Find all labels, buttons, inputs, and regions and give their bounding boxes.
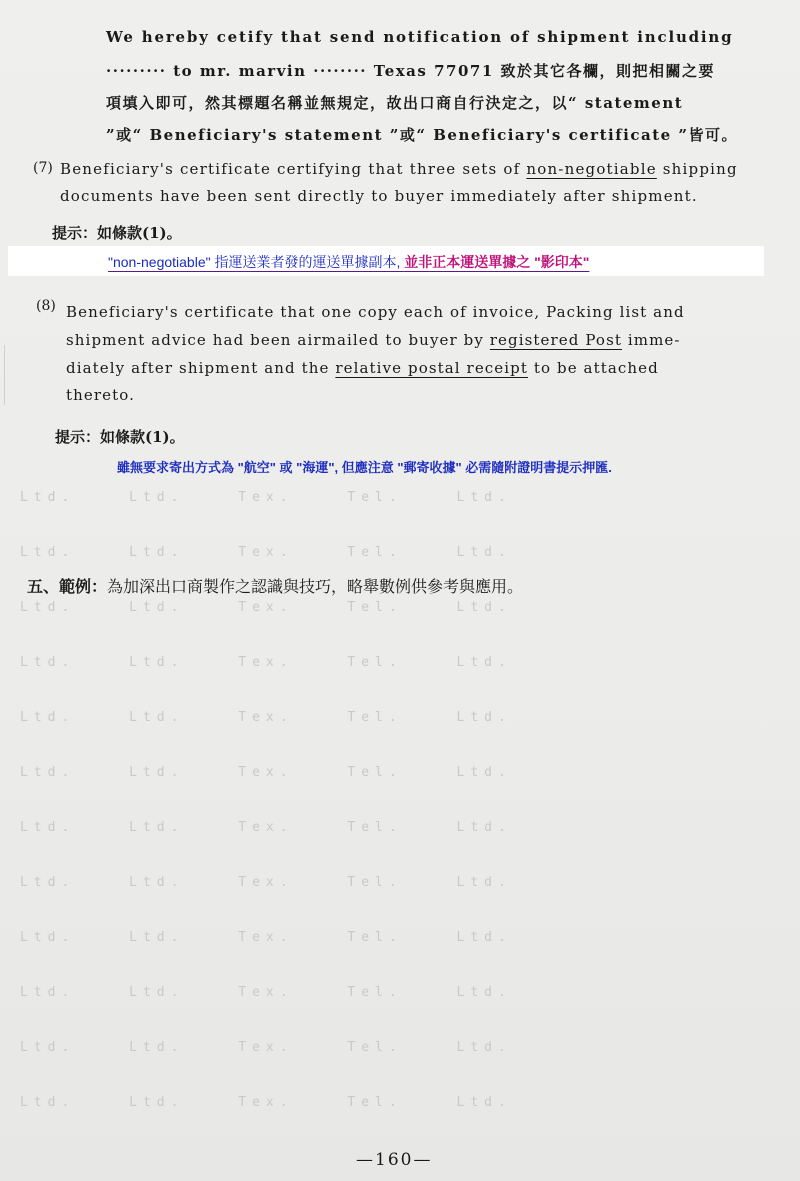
ghost-row: Ltd. Ltd. Tex. Tel. Ltd. bbox=[20, 655, 512, 670]
item-7-line-1-a: Beneficiary's certificate certifying that three sets of bbox=[60, 160, 527, 178]
item-7-line-2: documents have been sent directly to buyer immediately after shipment. bbox=[60, 187, 698, 205]
item-7-line-1 bbox=[60, 160, 738, 178]
scan-edge-mark bbox=[4, 345, 5, 405]
item-7-line-1-b: shipping bbox=[656, 160, 738, 178]
item-7-note bbox=[108, 252, 589, 272]
item-8-line-2 bbox=[66, 331, 681, 349]
intro-line-4: ”或“ Beneficiary's statement ”或“ Beneficiary's certificate ”皆可。 bbox=[106, 126, 739, 144]
postal-receipt-term: relative postal receipt bbox=[335, 359, 529, 377]
item-8-line-2-b: imme- bbox=[622, 331, 681, 349]
item-8-line-1: Beneficiary's certificate that one copy each of invoice, Packing list and bbox=[66, 303, 685, 321]
intro-line-1: We hereby cetify that send notification of shipment including bbox=[106, 28, 734, 46]
item-8-number: (8) bbox=[36, 298, 56, 314]
ghost-row: Ltd. Ltd. Tex. Tel. Ltd. bbox=[20, 875, 512, 890]
item-7-hint: 提示：如條款(1)。 bbox=[52, 224, 182, 242]
item-8-line-2-a: shipment advice had been airmailed to buyer by bbox=[66, 331, 490, 349]
ghost-row: Ltd. Ltd. Tex. Tel. Ltd. bbox=[20, 820, 512, 835]
ghost-row: Ltd. Ltd. Tex. Tel. Ltd. bbox=[20, 1040, 512, 1055]
section-5-heading bbox=[27, 574, 523, 597]
non-negotiable-term: non-negotiable bbox=[526, 160, 657, 178]
item-8-line-3-a: diately after shipment and the bbox=[66, 359, 336, 377]
ghost-row: Ltd. Ltd. Tex. Tel. Ltd. bbox=[20, 765, 512, 780]
registered-post-term: registered Post bbox=[489, 331, 622, 349]
ghost-row: Ltd. Ltd. Tex. Tel. Ltd. bbox=[20, 545, 512, 560]
item-7-number: (7) bbox=[33, 160, 53, 176]
section-5-text: 為加深出口商製作之認識與技巧，略舉數例供參考與應用。 bbox=[107, 577, 524, 596]
item-8-note: 雖無要求寄出方式為 "航空" 或 "海運", 但應注意 "郵寄收據" 必需隨附證明書提示押匯. bbox=[117, 460, 612, 475]
ghost-row: Ltd. Ltd. Tex. Tel. Ltd. bbox=[20, 710, 512, 725]
item-8-line-3-b: to be attached bbox=[528, 359, 659, 377]
ghost-row: Ltd. Ltd. Tex. Tel. Ltd. bbox=[20, 1095, 512, 1110]
item-8-hint: 提示：如條款(1)。 bbox=[55, 428, 185, 446]
intro-line-2: ········· to mr. marvin ········ Texas 77071 致於其它各欄，則把相關之要 bbox=[106, 62, 715, 80]
ghost-row: Ltd. Ltd. Tex. Tel. Ltd. bbox=[20, 930, 512, 945]
item-8-line-4: thereto. bbox=[66, 386, 135, 404]
item-7-note-blue: "non-negotiable" 指運送業者發的運送單據副本, bbox=[108, 254, 405, 270]
ghost-row: Ltd. Ltd. Tex. Tel. Ltd. bbox=[20, 600, 512, 615]
item-8-line-3 bbox=[66, 359, 659, 377]
ghost-row: Ltd. Ltd. Tex. Tel. Ltd. bbox=[20, 490, 512, 505]
ghost-row: Ltd. Ltd. Tex. Tel. Ltd. bbox=[20, 985, 512, 1000]
section-5-label: 五、範例： bbox=[27, 577, 108, 596]
intro-line-3: 項填入即可，然其標題名稱並無規定，故出口商自行決定之，以“ statement bbox=[106, 94, 684, 112]
page-number: —160— bbox=[356, 1150, 433, 1170]
item-7-note-red: 並非正本運送單據之 "影印本" bbox=[404, 254, 590, 270]
